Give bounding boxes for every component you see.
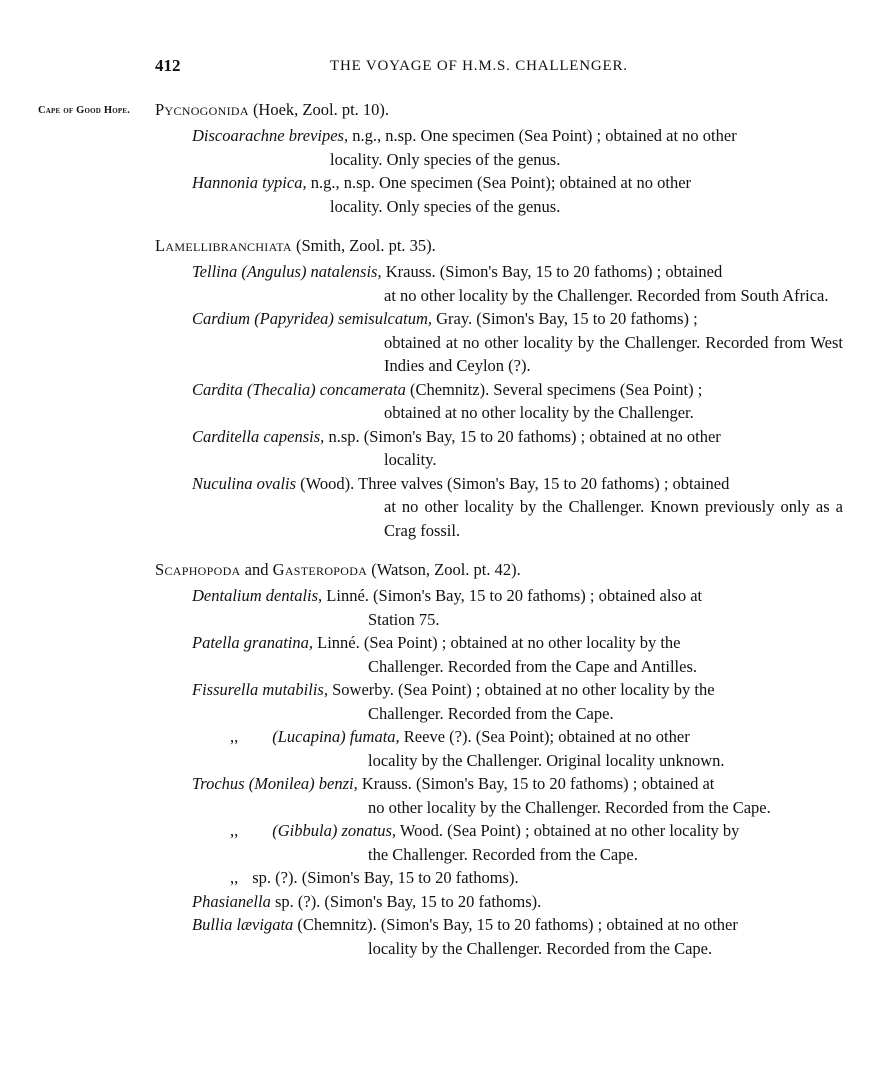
- species-entry: [192, 378, 843, 425]
- entry-first-line: [192, 774, 714, 793]
- entry-text: Linné. (Simon's Bay, 15 to 20 fathoms) ; obtained also at: [322, 586, 703, 605]
- species-name: Carditella capensis,: [192, 426, 325, 446]
- entry-continuation: the Challenger. Recorded from the Cape.: [368, 844, 638, 864]
- entry-continuation: obtained at no other locality by the Challenger. Recorded from West Indies and Ceylon (?).: [384, 332, 843, 375]
- species-entry: [192, 260, 843, 307]
- entry-continuation: at no other locality by the Challenger. Known previously only as a Crag fossil.: [384, 497, 843, 540]
- entry-text: n.g., n.sp. One specimen (Sea Point); obtained at no other: [306, 173, 692, 192]
- section-title: [155, 558, 843, 582]
- entry-first-line: [192, 586, 702, 605]
- entry-text: Krauss. (Simon's Bay, 15 to 20 fathoms) ; obtained at: [357, 774, 715, 793]
- ditto-mark: ,,: [230, 868, 239, 887]
- species-entry: [192, 171, 843, 218]
- section-title: [155, 98, 843, 122]
- section-title-group: Pycnogonida: [155, 100, 249, 119]
- section-title-reference: (Smith, Zool. pt. 35).: [291, 236, 436, 255]
- species-name: Hannonia typica,: [192, 173, 307, 192]
- species-entry: [192, 584, 843, 631]
- entry-first-line: [192, 821, 739, 840]
- species-name: Fissurella mutabilis,: [192, 680, 328, 699]
- entry-continuation: locality. Only species of the genus.: [330, 196, 561, 216]
- entry-continuation: Challenger. Recorded from the Cape.: [368, 703, 614, 723]
- species-name: Phasianella: [192, 891, 271, 911]
- page-number: 412: [155, 56, 181, 75]
- entry-continuation: obtained at no other locality by the Challenger.: [384, 403, 694, 422]
- section: [155, 558, 843, 960]
- document-body: [155, 98, 843, 976]
- species-name: Patella granatina,: [192, 633, 313, 652]
- running-title: THE VOYAGE OF H.M.S. CHALLENGER.: [330, 58, 628, 74]
- ditto-mark: ,,: [230, 727, 239, 746]
- entry-continuation: locality by the Challenger. Original locality unknown.: [368, 750, 725, 770]
- entry-first-line: [192, 868, 519, 887]
- entry-text: Reeve (?). (Sea Point); obtained at no other: [399, 727, 690, 746]
- species-entry: [192, 866, 843, 890]
- entry-first-line: [192, 262, 722, 281]
- section-title-group: Lamellibranchiata: [155, 236, 292, 255]
- species-name: (Lucapina) fumata,: [272, 727, 400, 746]
- entry-text: sp. (?). (Simon's Bay, 15 to 20 fathoms).: [270, 891, 542, 911]
- entry-first-line: [192, 633, 681, 652]
- entry-first-line: [192, 680, 715, 699]
- entry-first-line: [192, 380, 702, 399]
- species-entry: [192, 678, 843, 725]
- entry-continuation: Station 75.: [368, 609, 440, 629]
- entry-continuation: no other locality by the Challenger. Recorded from the Cape.: [368, 797, 771, 817]
- species-name: Dentalium dentalis,: [192, 586, 323, 605]
- entry-text: Gray. (Simon's Bay, 15 to 20 fathoms) ;: [431, 309, 698, 328]
- species-entry: [192, 631, 843, 678]
- species-entry: [192, 890, 843, 914]
- species-entry: [192, 819, 843, 866]
- species-name: Discoarachne brevipes,: [192, 126, 349, 145]
- section-title-join: and: [240, 560, 273, 579]
- entry-first-line: [192, 173, 691, 192]
- species-entry: [192, 725, 843, 772]
- entry-first-line: [192, 427, 721, 446]
- entry-first-line: [192, 474, 729, 493]
- section: [155, 234, 843, 542]
- ditto-mark: ,,: [230, 821, 239, 840]
- entry-text: n.g., n.sp. One specimen (Sea Point) ; obtained at no other: [348, 126, 737, 145]
- margin-note: Cape of Good Hope.: [38, 105, 131, 116]
- entry-text: (Wood). Three valves (Simon's Bay, 15 to 20 fathoms) ; obtained: [296, 473, 730, 493]
- entry-first-line: [192, 892, 541, 911]
- entry-text: Sowerby. (Sea Point) ; obtained at no other locality by the: [327, 680, 715, 699]
- species-entry: [192, 913, 843, 960]
- section-title: [155, 234, 843, 258]
- entry-continuation: locality.: [384, 450, 437, 469]
- section-title-group-2: Gasteropoda: [272, 560, 368, 579]
- entry-continuation: at no other locality by the Challenger. Recorded from South Africa.: [384, 285, 829, 305]
- species-entry: [192, 124, 843, 171]
- entry-text: (Chemnitz). (Simon's Bay, 15 to 20 fathoms) ; obtained at no other: [293, 915, 738, 934]
- entry-first-line: [192, 309, 698, 328]
- entry-continuation: locality by the Challenger. Recorded from the Cape.: [368, 938, 713, 958]
- species-name: Bullia lævigata: [192, 915, 294, 934]
- section-title-reference: (Watson, Zool. pt. 42).: [367, 560, 521, 579]
- entry-text: (Chemnitz). Several specimens (Sea Point) ;: [405, 379, 703, 399]
- page-header: [155, 56, 840, 80]
- section: [155, 98, 843, 218]
- species-entry: [192, 425, 843, 472]
- entry-first-line: [192, 727, 690, 746]
- entry-text: Krauss. (Simon's Bay, 15 to 20 fathoms) ; obtained: [381, 262, 723, 281]
- species-entry: [192, 307, 843, 378]
- entry-text: Linné. (Sea Point) ; obtained at no other locality by the: [313, 633, 681, 652]
- species-name: Tellina (Angulus) natalensis,: [192, 262, 382, 281]
- section-title-reference: (Hoek, Zool. pt. 10).: [248, 100, 390, 119]
- species-entry: [192, 772, 843, 819]
- species-name: Trochus (Monilea) benzi,: [192, 774, 358, 793]
- entry-continuation: locality. Only species of the genus.: [330, 149, 561, 169]
- species-name: Cardita (Thecalia) concamerata: [192, 379, 406, 399]
- entry-first-line: [192, 126, 737, 145]
- entry-text: n.sp. (Simon's Bay, 15 to 20 fathoms) ; obtained at no other: [324, 426, 721, 446]
- entry-continuation: Challenger. Recorded from the Cape and Antilles.: [368, 656, 697, 676]
- species-name: Cardium (Papyridea) semisulcatum,: [192, 309, 432, 328]
- entry-text: sp. (?). (Simon's Bay, 15 to 20 fathoms).: [252, 868, 519, 887]
- entry-text: Wood. (Sea Point) ; obtained at no other locality by: [396, 821, 740, 840]
- section-title-group: Scaphopoda: [155, 560, 241, 579]
- species-name: (Gibbula) zonatus,: [272, 821, 396, 840]
- entry-first-line: [192, 915, 738, 934]
- species-entry: [192, 472, 843, 543]
- species-name: Nuculina ovalis: [192, 473, 297, 493]
